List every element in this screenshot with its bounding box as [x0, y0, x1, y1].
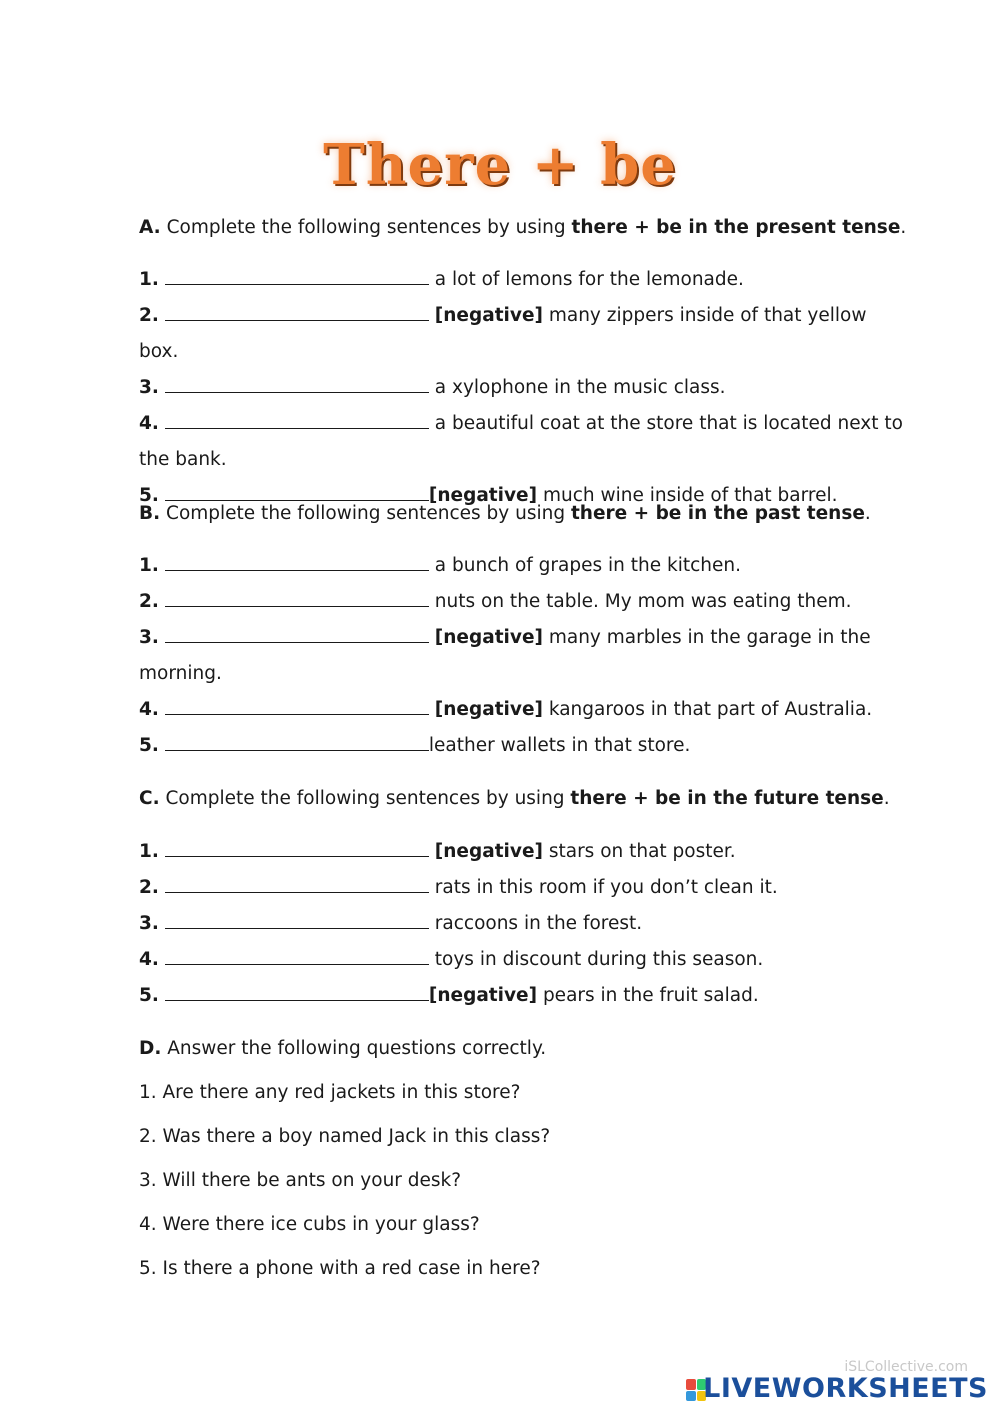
collective-watermark: iSLCollective.com [844, 1359, 968, 1375]
answer-blank[interactable] [165, 605, 429, 607]
section-letter: A. [139, 217, 161, 238]
answer-blank[interactable] [165, 713, 429, 715]
section-d-instruction: D. Answer the following questions correctly. [139, 1038, 547, 1059]
section-letter: B. [139, 503, 161, 524]
list-item: 5. leather wallets in that store. [139, 735, 691, 756]
answer-blank[interactable] [165, 569, 429, 571]
list-item: 1. a lot of lemons for the lemonade. [139, 269, 744, 290]
answer-blank[interactable] [165, 999, 429, 1001]
answer-blank[interactable] [165, 427, 429, 429]
answer-blank[interactable] [165, 927, 429, 929]
list-item: 1. [negative] stars on that poster. [139, 841, 736, 862]
list-item: 3. a xylophone in the music class. [139, 377, 726, 398]
section-a-items [139, 262, 909, 514]
answer-blank[interactable] [165, 855, 429, 857]
list-item: 2. nuts on the table. My mom was eating them. [139, 591, 852, 612]
answer-blank[interactable] [165, 891, 429, 893]
question-item: 5. Is there a phone with a red case in here? [139, 1258, 541, 1279]
question-item: 1. Are there any red jackets in this store? [139, 1082, 521, 1103]
section-b-instruction: B. Complete the following sentences by using there + be in the past tense. [139, 503, 871, 524]
answer-blank[interactable] [165, 391, 429, 393]
worksheet-title: There + be [323, 132, 677, 198]
answer-blank[interactable] [165, 283, 429, 285]
question-item: 4. Were there ice cubs in your glass? [139, 1214, 480, 1235]
answer-blank[interactable] [165, 641, 429, 643]
answer-blank[interactable] [165, 319, 429, 321]
list-item: 1. a bunch of grapes in the kitchen. [139, 555, 741, 576]
section-c-items [139, 834, 909, 1014]
list-item: 5. [negative] much wine inside of that barrel. [139, 485, 838, 506]
list-item: 3. [negative] many marbles in the garage in the morning. [139, 627, 871, 684]
list-item: 2. [negative] many zippers inside of that yellow box. [139, 305, 867, 362]
section-c-instruction: C. Complete the following sentences by using there + be in the future tense. [139, 788, 890, 809]
section-letter: C. [139, 788, 160, 809]
section-letter: D. [139, 1038, 162, 1059]
list-item: 4. toys in discount during this season. [139, 949, 764, 970]
list-item: 3. raccoons in the forest. [139, 913, 643, 934]
answer-blank[interactable] [165, 963, 429, 965]
list-item: 2. rats in this room if you don’t clean it. [139, 877, 778, 898]
footer-branding [688, 1359, 988, 1405]
answer-blank[interactable] [165, 749, 429, 751]
list-item: 4. [negative] kangaroos in that part of Australia. [139, 699, 873, 720]
list-item: 5. [negative] pears in the fruit salad. [139, 985, 759, 1006]
question-item: 2. Was there a boy named Jack in this class? [139, 1126, 551, 1147]
liveworksheets-brand[interactable]: LIVEWORKSHEETS [703, 1373, 988, 1404]
section-b-items [139, 548, 909, 764]
list-item: 4. a beautiful coat at the store that is located next to the bank. [139, 413, 903, 470]
question-item: 3. Will there be ants on your desk? [139, 1170, 462, 1191]
section-a-instruction: A. Complete the following sentences by using there + be in the present tense. [139, 217, 907, 238]
